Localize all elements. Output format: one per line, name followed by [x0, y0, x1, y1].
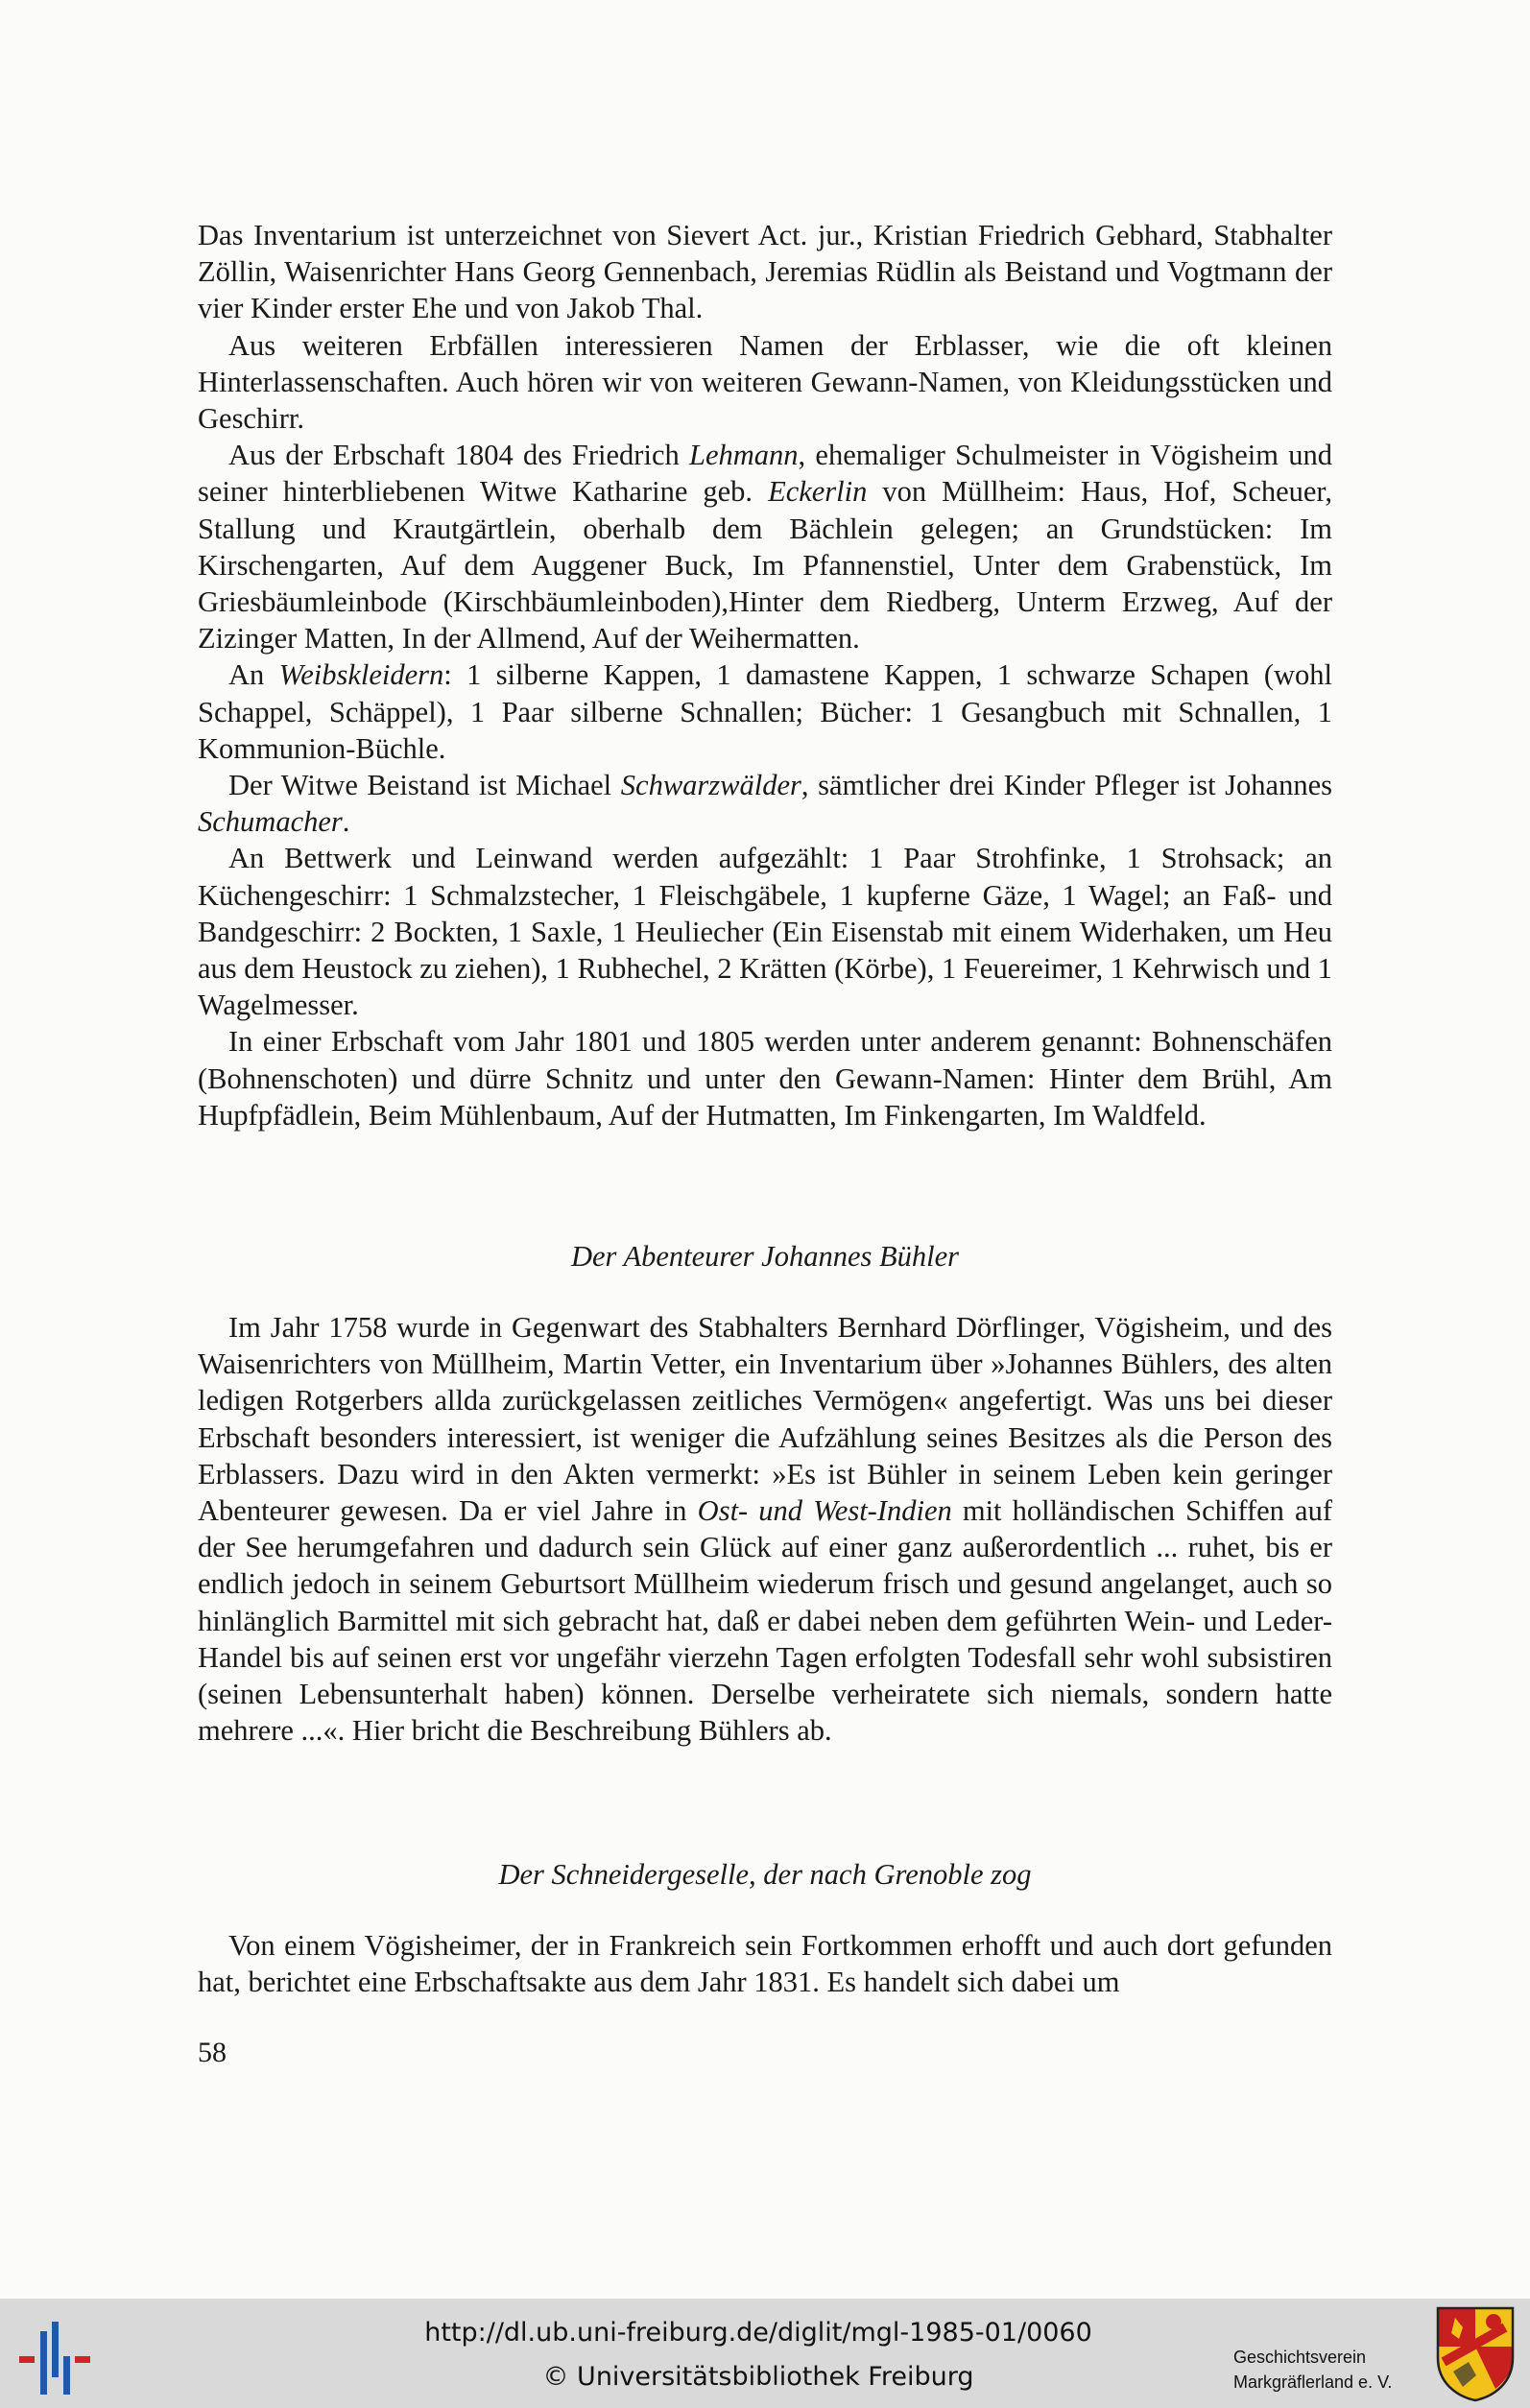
italic-text: Schwarzwälder	[620, 769, 801, 802]
text-run: Aus der Erbschaft 1804 des Friedrich	[228, 439, 689, 472]
body-text-schneidergeselle	[198, 1927, 1332, 2000]
paragraph	[198, 327, 1332, 438]
text-run: , sämtlicher drei Kinder Pfleger ist Johannes	[801, 769, 1332, 802]
text-run: : 1 silberne Kappen, 1 damastene Kappen, 1 schwarze Schapen (wohl Schappel, Schäppel), 1 Paar silberne Schnallen; Bücher: 1 Gesangbuch mit Schnallen, 1 Kommunion-Büchle.	[198, 658, 1333, 765]
paragraph	[198, 1309, 1332, 1749]
text-run: In einer Erbschaft vom Jahr 1801 und 1805 werden unter anderem genannt: Bohnenschäfen (Bohnenschoten) und dürre Schnitz und unter den Gewann-Namen: Hinter dem Brühl, Am Hupfpfädlein, Beim Mühlenbaum, Auf der Hutmatten, Im Finkengarten, Im Waldfeld.	[198, 1025, 1332, 1132]
page-number: 58	[198, 2037, 227, 2068]
text-run: , ehemaliger Schulmeister in Vögisheim und seiner hinterbliebenen Witwe Katharine geb.	[198, 439, 1332, 509]
society-name	[1233, 2345, 1435, 2395]
text-run: mit holländischen Schiffen auf der See herumgefahren und dadurch sein Glück auf einer ganz außerordentlich ... ruhet, bis er endlich jedoch in seinem Geburtsort Müllheim wiederum frisch und gesund angelanget, auch so hinlänglich Barmittel mit sich gebracht hat, daß er dabei neben dem geführten Wein- und Leder-Handel bis auf seinen erst vor ungefähr vierzehn Tagen erfolgten Todesfall sehr wohl subsistiren (seinen Lebensunterhalt haben) können. Derselbe verheiratete sich niemals, sondern hatte mehrere ...«. Hier bricht die Beschreibung Bühlers ab.	[198, 1494, 1332, 1748]
text-run: An	[228, 658, 279, 692]
paragraph	[198, 1023, 1332, 1133]
italic-text: Eckerlin	[768, 475, 868, 509]
section-heading-buehler: Der Abenteurer Johannes Bühler	[570, 1240, 960, 1273]
text-run: Der Witwe Beistand ist Michael	[228, 769, 621, 802]
text-run: Aus weiteren Erbfällen interessieren Namen der Erblasser, wie die oft kleinen Hinterlassenschaften. Auch hören wir von weiteren Gewann-Namen, von Kleidungsstücken und Geschirr.	[198, 328, 1332, 436]
section-heading-schneidergeselle: Der Schneidergeselle, der nach Grenoble zog	[498, 1858, 1032, 1891]
paragraph	[198, 656, 1332, 767]
text-run: .	[342, 805, 350, 839]
footer-url-link[interactable]: http://dl.ub.uni-freiburg.de/diglit/mgl-1985-01/0060	[424, 2318, 1092, 2348]
paragraph	[198, 767, 1332, 840]
text-run: von Müllheim: Haus, Hof, Scheuer, Stallung und Krautgärtlein, oberhalb dem Bächlein gelegen; an Grundstücken: Im Kirschengarten, Auf dem Auggener Buck, Im Pfannenstiel, Unter dem Grabenstück, Im Griesbäumleinbode (Kirschbäumleinboden),Hinter dem Riedberg, Unterm Erzweg, Auf der Zizinger Matten, In der Allmend, Auf der Weihermatten.	[198, 475, 1332, 656]
society-name-line1: Geschichtsverein	[1233, 2348, 1367, 2367]
text-run: Im Jahr 1758 wurde in Gegenwart des Stabhalters Bernhard Dörflinger, Vögisheim, und des Waisenrichters von Müllheim, Martin Vetter, ein Inventarium über »Johannes Bühlers, des alten ledigen Rotgerbers allda zurückgelassen zeitliches Vermögen« angefertigt. Was uns bei dieser Erbschaft besonders interessiert, ist weniger die Aufzählung seines Besitzes als die Person des Erblassers. Dazu wird in den Akten vermerkt: »Es ist Bühler in seinem Leben kein geringer Abenteurer gewesen. Da er viel Jahre in	[198, 1311, 1332, 1528]
paragraph	[198, 217, 1332, 327]
body-text-top	[198, 217, 1332, 1133]
italic-text: Ost- und West-Indien	[697, 1494, 952, 1528]
body-text-buehler	[198, 1309, 1332, 1749]
italic-text: Lehmann	[689, 439, 799, 472]
coat-of-arms-icon[interactable]	[1434, 2304, 1517, 2402]
paragraph	[198, 1927, 1332, 2000]
society-name-line2: Markgräflerland e. V.	[1233, 2372, 1393, 2392]
text-run: An Bettwerk und Leinwand werden aufgezählt: 1 Paar Strohfinke, 1 Strohsack; an Küchengeschirr: 1 Schmalzstecher, 1 Fleischgäbele, 1 kupferne Gäze, 1 Wagel; an Faß- und Bandgeschirr: 2 Bockten, 1 Saxle, 1 Heuliecher (Ein Eisenstab mit einem Widerhaken, um Heu aus dem Heustock zu ziehen), 1 Rubhechel, 2 Krätten (Körbe), 1 Feuereimer, 1 Kehrwisch und 1 Wagelmesser.	[198, 842, 1332, 1022]
footer-copyright: © Universitätsbibliothek Freiburg	[542, 2362, 974, 2392]
italic-text: Schumacher	[198, 805, 343, 839]
footer-bar	[0, 2299, 1530, 2408]
paragraph	[198, 437, 1332, 656]
paragraph	[198, 840, 1332, 1023]
university-library-logo-icon[interactable]	[13, 2318, 100, 2398]
text-run: Von einem Vögisheimer, der in Frankreich sein Fortkommen erhofft und auch dort gefunden hat, berichtet eine Erbschaftsakte aus dem Jahr 1831. Es handelt sich dabei um	[198, 1929, 1332, 1999]
italic-text: Weibskleidern	[278, 658, 444, 692]
text-run: Das Inventarium ist unterzeichnet von Sievert Act. jur., Kristian Friedrich Gebhard, Stabhalter Zöllin, Waisenrichter Hans Georg Gennenbach, Jeremias Rüdlin als Beistand und Vogtmann der vier Kinder erster Ehe und von Jakob Thal.	[198, 219, 1332, 325]
